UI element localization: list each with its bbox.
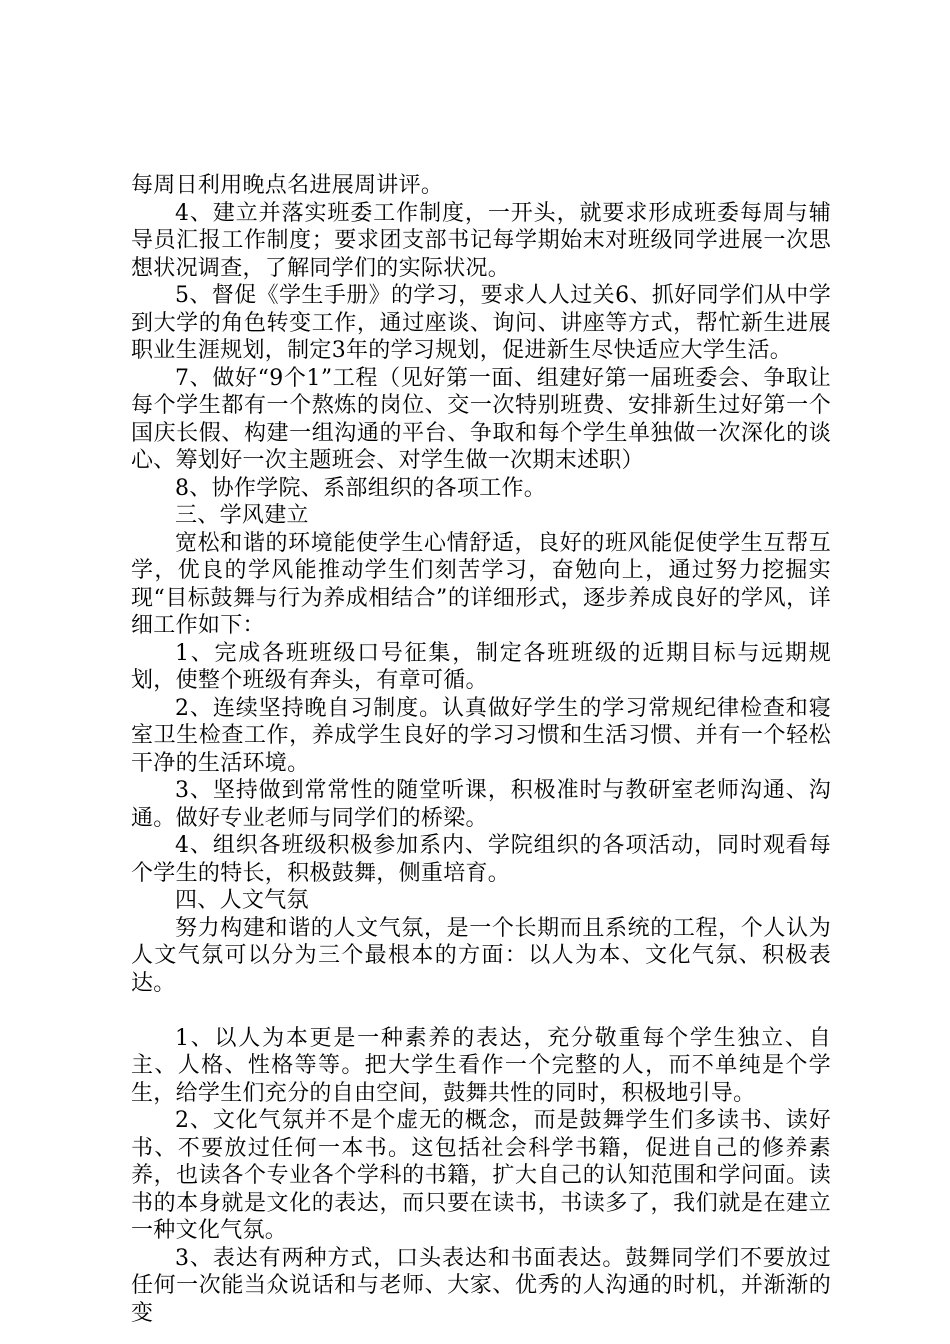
section-heading-study-style: 三、学风建立 — [175, 503, 309, 528]
paragraph-humanities-intro: 努力构建和谐的人文气氛，是一个长期而且系统的工程，个人认为人文气氛可以分为三个最根本的方面：以人为本、文化气氛、积极表达。 — [131, 915, 831, 996]
paragraph-humanities-item-2: 2、文化气氛并不是个虚无的概念，而是鼓舞学生们多读书、读好书、不要放过任何一本书。这包括社会科学书籍，促进自己的修养素养，也读各个专业各个学科的书籍，扩大自己的认知范围和学问面。读书的本身就是文化的表达，而只要在读书，书读多了，我们就是在建立一种文化气氛。 — [131, 1108, 831, 1243]
paragraph-humanities-item-3: 3、表达有两种方式，口头表达和书面表达。鼓舞同学们不要放过任何一次能当众说话和与老师、大家、优秀的人沟通的时机，并渐渐的变 — [131, 1245, 831, 1326]
paragraph-item-8: 8、协作学院、系部组织的各项工作。 — [175, 475, 547, 501]
paragraph-study-item-2: 2、连续坚持晚自习制度。认真做好学生的学习常规纪律检查和寝室卫生检查工作，养成学生良好的学习习惯和生活习惯、并有一个轻松干净的生活环境。 — [131, 695, 831, 776]
paragraph-item-7: 7、做好“9个1”工程（见好第一面、组建好第一届班委会、争取让每个学生都有一个熬炼的岗位、交一次特别班费、安排新生过好第一个国庆长假、构建一组沟通的平台、争取和每个学生单独做一次深化的谈心、筹划好一次主题班会、对学生做一次期末述职） — [131, 365, 831, 473]
document-body — [131, 172, 831, 1327]
paragraph-continuation: 每周日利用晚点名进展周讲评。 — [131, 173, 444, 198]
paragraph-item-5-6: 5、督促《学生手册》的学习，要求人人过关6、抓好同学们从中学到大学的角色转变工作，通过座谈、询问、讲座等方式，帮忙新生进展职业生涯规划，制定3年的学习规划，促进新生尽快适应大学生活。 — [131, 283, 831, 363]
paragraph-study-style-intro: 宽松和谐的环境能使学生心情舒适，良好的班风能促使学生互帮互学，优良的学风能推动学生们刻苦学习，奋勉向上，通过努力挖掘实现“目标鼓舞与行为养成相结合”的详细形式，逐步养成良好的学风，详细工作如下： — [131, 530, 831, 638]
blank-line — [131, 997, 831, 1025]
paragraph-study-item-4: 4、组织各班级积极参加系内、学院组织的各项活动，同时观看每个学生的特长，积极鼓舞，侧重培育。 — [131, 833, 831, 886]
section-heading-humanities: 四、人文气氛 — [175, 888, 309, 913]
paragraph-study-item-3: 3、坚持做到常常性的随堂听课，积极准时与教研室老师沟通、沟通。做好专业老师与同学们的桥梁。 — [131, 778, 831, 831]
paragraph-study-item-1: 1、完成各班班级口号征集，制定各班班级的近期目标与远期规划，使整个班级有奔头，有章可循。 — [131, 640, 831, 693]
paragraph-item-4: 4、建立并落实班委工作制度，一开头，就要求形成班委每周与辅导员汇报工作制度；要求团支部书记每学期始末对班级同学进展一次思想状况调查，了解同学们的实际状况。 — [131, 200, 831, 281]
paragraph-humanities-item-1: 1、以人为本更是一种素养的表达，充分敬重每个学生独立、自主、人格、性格等等。把大学生看作一个完整的人，而不单纯是个学生，给学生们充分的自由空间，鼓舞共性的同时，积极地引导。 — [131, 1025, 831, 1106]
